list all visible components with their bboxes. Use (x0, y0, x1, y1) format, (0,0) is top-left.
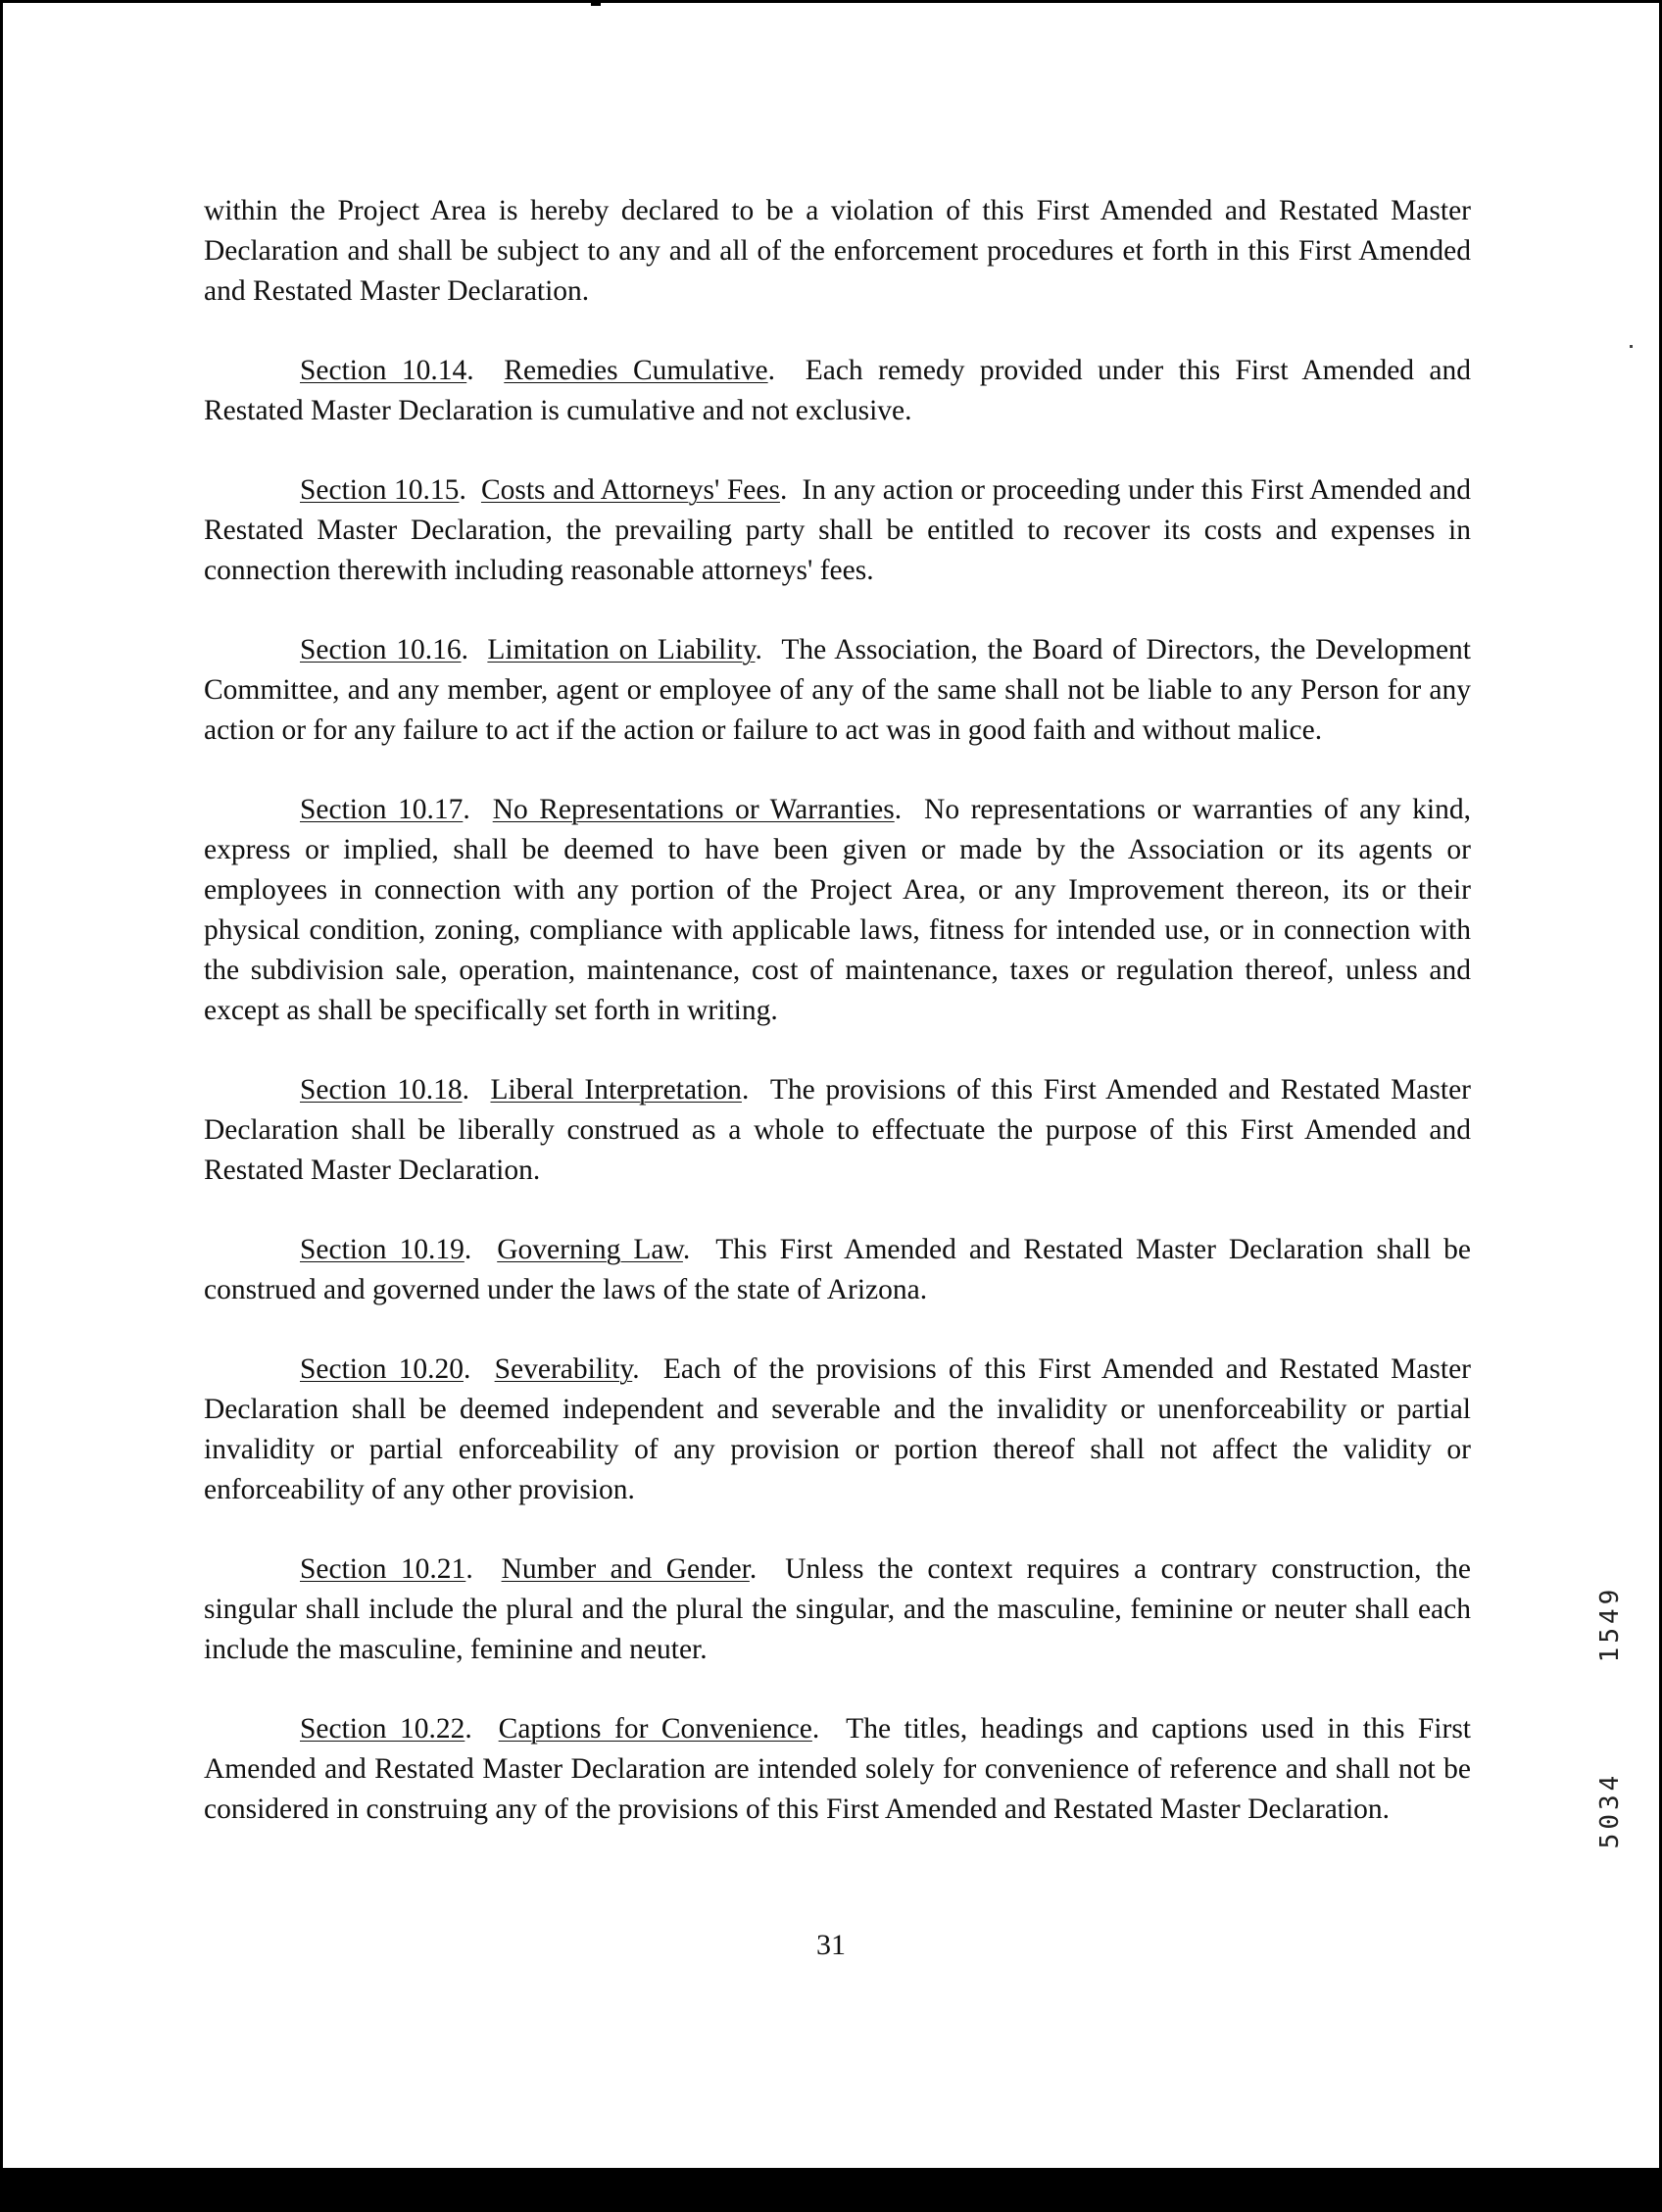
section-10-16: Section 10.16. Limitation on Liability. The Association, the Board of Directors, the Development Committee, and any member, agent or employee of any of the same shall not be liable to any Person for any action or for any failure to act if the action or failure to act was in good faith and without malice. (204, 634, 1471, 746)
section-text: No representations or warranties of any kind, express or implied, shall be deemed to have been given or made by the Association or its agents or employees in connection with any portion of the Project Area, or any Improvement thereon, its or their physical condition, zoning, compliance with applicable laws, fitness for intended use, or in connection with the subdivision sale, operation, maintenance, cost of maintenance, taxes or regulation thereof, unless and except as shall be specifically set forth in writing. (204, 794, 1471, 1026)
section-number: Section 10.21 (300, 1553, 466, 1585)
section-title: Severability (494, 1353, 633, 1385)
section-text: The titles, headings and captions used in this First Amended and Restated Master Declaration are intended solely for convenience of reference and shall not be considered in construing any of the provisions of this First Amended and Restated Master Declaration. (204, 1713, 1471, 1825)
section-text: This First Amended and Restated Master Declaration shall be construed and governed under the laws of the state of Arizona. (204, 1234, 1472, 1305)
scan-edge-left (0, 0, 3, 2212)
section-title: No Representations or Warranties (492, 794, 895, 825)
section-10-17: Section 10.17. No Representations or Warranties. No representations or warranties of any kind, express or implied, shall be deemed to have been given or made by the Association or its agents or employees in connection with any portion of the Project Area, or any Improvement thereon, its or their physical condition, zoning, compliance with applicable laws, fitness for intended use, or in connection with the subdivision sale, operation, maintenance, cost of maintenance, taxes or regulation thereof, unless and except as shall be specifically set forth in writing. (204, 794, 1471, 1026)
section-text: Each of the provisions of this First Amended and Restated Master Declaration shall be deemed independent and severable and the invalidity or unenforceability or partial invalidity or partial enforceability of any provision or portion thereof shall not affect the validity or enforceability of any other provision. (204, 1353, 1472, 1505)
section-title: Costs and Attorneys' Fees (480, 474, 780, 506)
scan-mark (591, 0, 601, 6)
scan-bottom-border (0, 2168, 1662, 2212)
section-number: Section 10.17 (300, 794, 464, 825)
section-10-21: Section 10.21. Number and Gender. Unless the context requires a contrary construction, the singular shall include the plural and the plural the singular, and the masculine, feminine or neuter shall each include the masculine, feminine and neuter. (204, 1553, 1471, 1665)
intro-paragraph: within the Project Area is hereby declared to be a violation of this First Amended and Restated Master Declaration and shall be subject to any and all of the enforcement procedures et forth in this First Amended and Restated Master Declaration. (204, 195, 1471, 307)
section-number: Section 10.16 (300, 634, 462, 665)
section-10-19: Section 10.19. Governing Law. This First Amended and Restated Master Declaration shall be construed and governed under the laws of the state of Arizona. (204, 1234, 1472, 1305)
scan-speck (1630, 345, 1633, 348)
scan-edge-top (0, 0, 1662, 3)
section-10-18: Section 10.18. Liberal Interpretation. The provisions of this First Amended and Restated Master Declaration shall be liberally construed as a whole to effectuate the purpose of this First Amended and Restated Master Declaration. (204, 1074, 1471, 1186)
section-number: Section 10.19 (300, 1234, 464, 1265)
section-title: Captions for Convenience (498, 1713, 812, 1745)
section-number: Section 10.22 (300, 1713, 465, 1745)
section-title: Number and Gender (501, 1553, 750, 1585)
document-body (204, 191, 1471, 1869)
section-title: Remedies Cumulative (504, 355, 768, 386)
section-10-15: Section 10.15. Costs and Attorneys' Fees. In any action or proceeding under this First Amended and Restated Master Declaration, the prevailing party shall be entitled to recover its costs and expenses in connection therewith including reasonable attorneys' fees. (204, 474, 1472, 586)
section-title: Liberal Interpretation (490, 1074, 742, 1106)
section-text: The provisions of this First Amended and Restated Master Declaration shall be liberally construed as a whole to effectuate the purpose of this First Amended and Restated Master Declaration. (204, 1074, 1471, 1186)
section-number: Section 10.14 (300, 355, 467, 386)
section-text: Each remedy provided under this First Amended and Restated Master Declaration is cumulative and not exclusive. (204, 355, 1471, 426)
section-text: In any action or proceeding under this First Amended and Restated Master Declaration, the prevailing party shall be entitled to recover its costs and expenses in connection therewith including reasonable attorneys' fees. (204, 474, 1472, 586)
recording-stamp-bottom: 5034 (1595, 1771, 1625, 1849)
section-title: Limitation on Liability (487, 634, 756, 665)
section-number: Section 10.18 (300, 1074, 463, 1106)
section-10-14: Section 10.14. Remedies Cumulative. Each remedy provided under this First Amended and Restated Master Declaration is cumulative and not exclusive. (204, 355, 1471, 426)
page-number: 31 (816, 1929, 846, 1961)
section-10-22: Section 10.22. Captions for Convenience. The titles, headings and captions used in this First Amended and Restated Master Declaration are intended solely for convenience of reference and shall not be considered in construing any of the provisions of this First Amended and Restated Master Declaration. (204, 1713, 1471, 1825)
recording-stamp-top: 1549 (1595, 1585, 1625, 1663)
section-10-20: Section 10.20. Severability. Each of the provisions of this First Amended and Restated Master Declaration shall be deemed independent and severable and the invalidity or unenforceability or partial invalidity or partial enforceability of any provision or portion thereof shall not affect the validity or enforceability of any other provision. (204, 1353, 1472, 1505)
section-text: The Association, the Board of Directors, the Development Committee, and any member, agent or employee of any of the same shall not be liable to any Person for any action or for any failure to act if the action or failure to act was in good faith and without malice. (204, 634, 1471, 746)
section-number: Section 10.20 (300, 1353, 464, 1385)
section-title: Governing Law (497, 1234, 683, 1265)
section-number: Section 10.15 (300, 474, 460, 506)
section-text: Unless the context requires a contrary construction, the singular shall include the plural and the plural the singular, and the masculine, feminine or neuter shall each include the masculine, feminine and neuter. (204, 1553, 1471, 1665)
